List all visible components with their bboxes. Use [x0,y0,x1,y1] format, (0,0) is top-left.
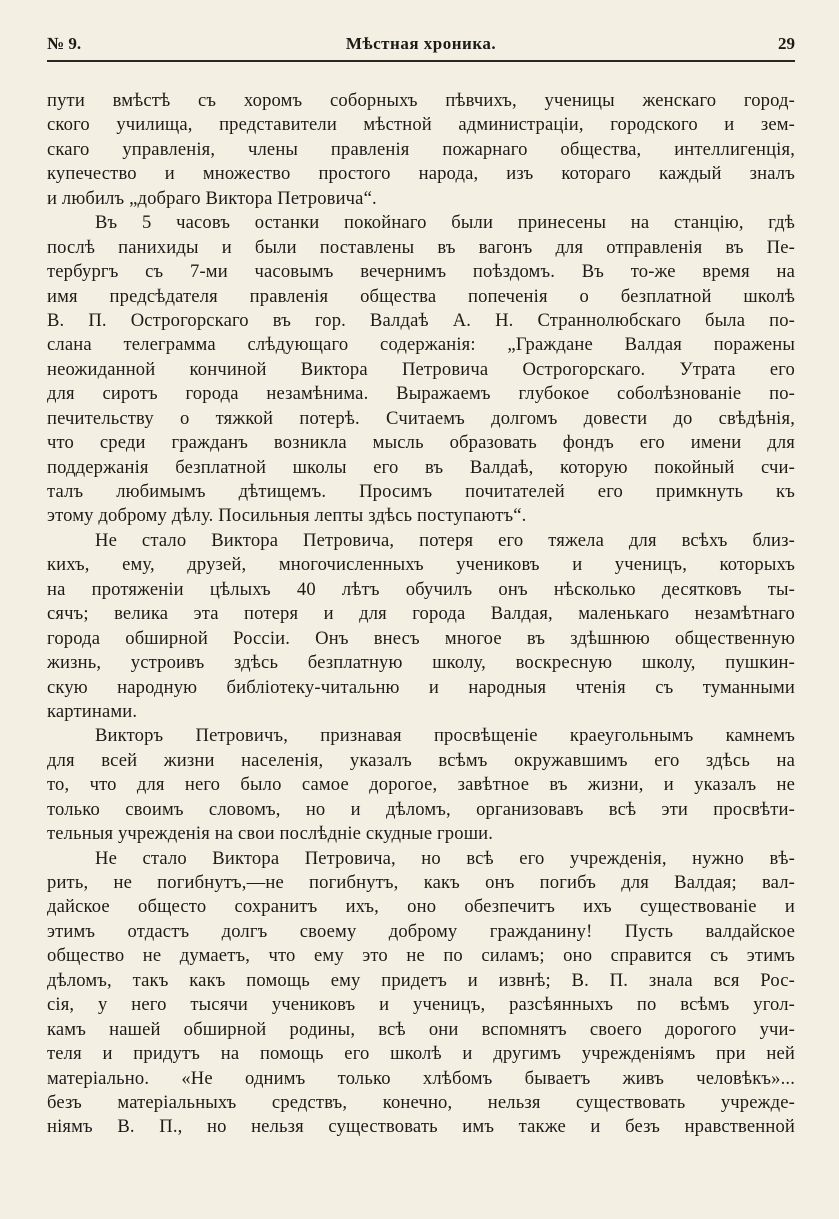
text-line: имя предсѣдателя правленія общества попеченія о безплатной школѣ [47,285,795,307]
text-line: картинами. [47,700,138,722]
page-number: 29 [778,34,795,53]
text-line: Викторъ Петровичъ, признавая просвѣщеніе краеугольнымъ камнемъ [95,725,795,747]
text-line: сячъ; велика эта потеря и для города Валдая, маленькаго незамѣтнаго [47,603,795,625]
text-line: матеріально. «Не однимъ только хлѣбомъ бываетъ живъ человѣкъ»... [47,1067,795,1089]
text-line: печительству о тяжкой потерѣ. Считаемъ долгомъ довести до свѣдѣнія, [47,407,795,429]
text-line: сія, у него тысячи учениковъ и ученицъ, разсѣянныхъ по всѣмъ угол- [47,994,795,1016]
text-line: Въ 5 часовъ останки покойнаго были принесены на станцію, гдѣ [95,212,795,234]
body-text [47,89,795,1140]
issue-number: № 9. [47,34,82,53]
text-line: талъ любимымъ дѣтищемъ. Просимъ почитателей его примкнуть къ [47,481,795,502]
text-line: поддержанія безплатной школы его въ Валдаѣ, которую покойный счи- [47,456,795,478]
text-line: скаго управленія, члены правленія пожарнаго общества, интеллигенція, [47,138,795,160]
text-line: этому доброму дѣлу. Посильныя лепты здѣсь поступаютъ“. [47,505,527,527]
text-line: только своимъ словомъ, но и дѣломъ, организовавъ всѣ эти просвѣти- [47,798,795,820]
text-line: для всей жизни населенія, указалъ всѣмъ окружавшимъ его здѣсь на [47,749,795,771]
text-line: дайское общесто сохранитъ ихъ, оно обезпечитъ ихъ существованіе и [47,896,795,918]
text-line: города обширной Россіи. Онъ внесъ многое въ здѣшнюю общественную [47,627,795,649]
text-line: ского училища, представители мѣстной администраціи, городского и зем- [47,114,795,136]
text-line: кихъ, ему, друзей, многочисленныхъ учениковъ и ученицъ, которыхъ [47,554,795,576]
text-line: послѣ панихиды и были поставлены въ вагонъ для отправленія въ Пе- [47,236,795,258]
text-line: неожиданной кончиной Виктора Петровича Острогорскаго. Утрата его [47,358,795,380]
text-line: пути вмѣстѣ съ хоромъ соборныхъ пѣвчихъ, ученицы женскаго город- [47,90,795,111]
text-line: Не стало Виктора Петровича, но всѣ его учрежденія, нужно вѣ- [95,847,795,869]
text-line: В. П. Острогорскаго въ гор. Валдаѣ А. Н. Страннолюбскаго была по- [47,309,795,331]
text-line: этимъ отдастъ долгъ своему доброму гражданину! Пусть валдайское [47,920,795,942]
text-line: для сиротъ города незамѣнима. Выражаемъ глубокое соболѣзнованіе по- [47,383,795,405]
text-line: тербургъ съ 7-ми часовымъ вечернимъ поѣздомъ. Въ то-же время на [47,261,795,283]
text-line: то, что для него было самое дорогое, завѣтное въ жизни, и указалъ не [47,774,795,796]
text-line: дѣломъ, такъ какъ помощь ему придетъ и извнѣ; В. П. знала вся Рос- [47,969,795,991]
text-line: общество не думаетъ, что ему это не по силамъ; оно справится съ этимъ [47,945,795,967]
text-line: тельныя учрежденія на свои послѣдніе скудные гроши. [47,823,494,845]
text-line: купечество и множество простого народа, изъ котораго каждый зналъ [47,163,795,185]
text-line: рить, не погибнутъ,—не погибнутъ, какъ онъ погибъ для Валдая; вал- [47,872,795,893]
text-line: ніямъ В. П., но нельзя существовать имъ также и безъ нравственной [47,1116,795,1138]
text-line: жизнь, устроивъ здѣсь безплатную школу, воскресную школу, пушкин- [47,652,795,674]
text-line: скую народную библіотеку-читальню и народныя чтенія съ туманными [47,676,795,698]
text-line: камъ нашей обширной родины, всѣ они вспомнятъ своего дорогого учи- [47,1018,795,1040]
text-line: теля и придутъ на помощь его школѣ и другимъ учрежденіямъ при ней [47,1043,795,1065]
section-title: Мѣстная хроника. [345,34,497,53]
text-line: безъ матеріальныхъ средствъ, конечно, нельзя существовать учрежде- [47,1091,795,1113]
running-header [47,30,795,62]
text-line: слана телеграмма слѣдующаго содержанія: „Граждане Валдая поражены [47,334,795,356]
text-line: что среди гражданъ возникла мысль образовать фондъ его имени для [47,432,795,454]
text-line: на протяженіи цѣлыхъ 40 лѣтъ обучилъ онъ нѣсколько десятковъ ты- [47,578,795,600]
text-line: и любилъ „добраго Виктора Петровича“. [47,187,377,209]
text-line: Не стало Виктора Петровича, потеря его тяжела для всѣхъ близ- [95,529,795,551]
